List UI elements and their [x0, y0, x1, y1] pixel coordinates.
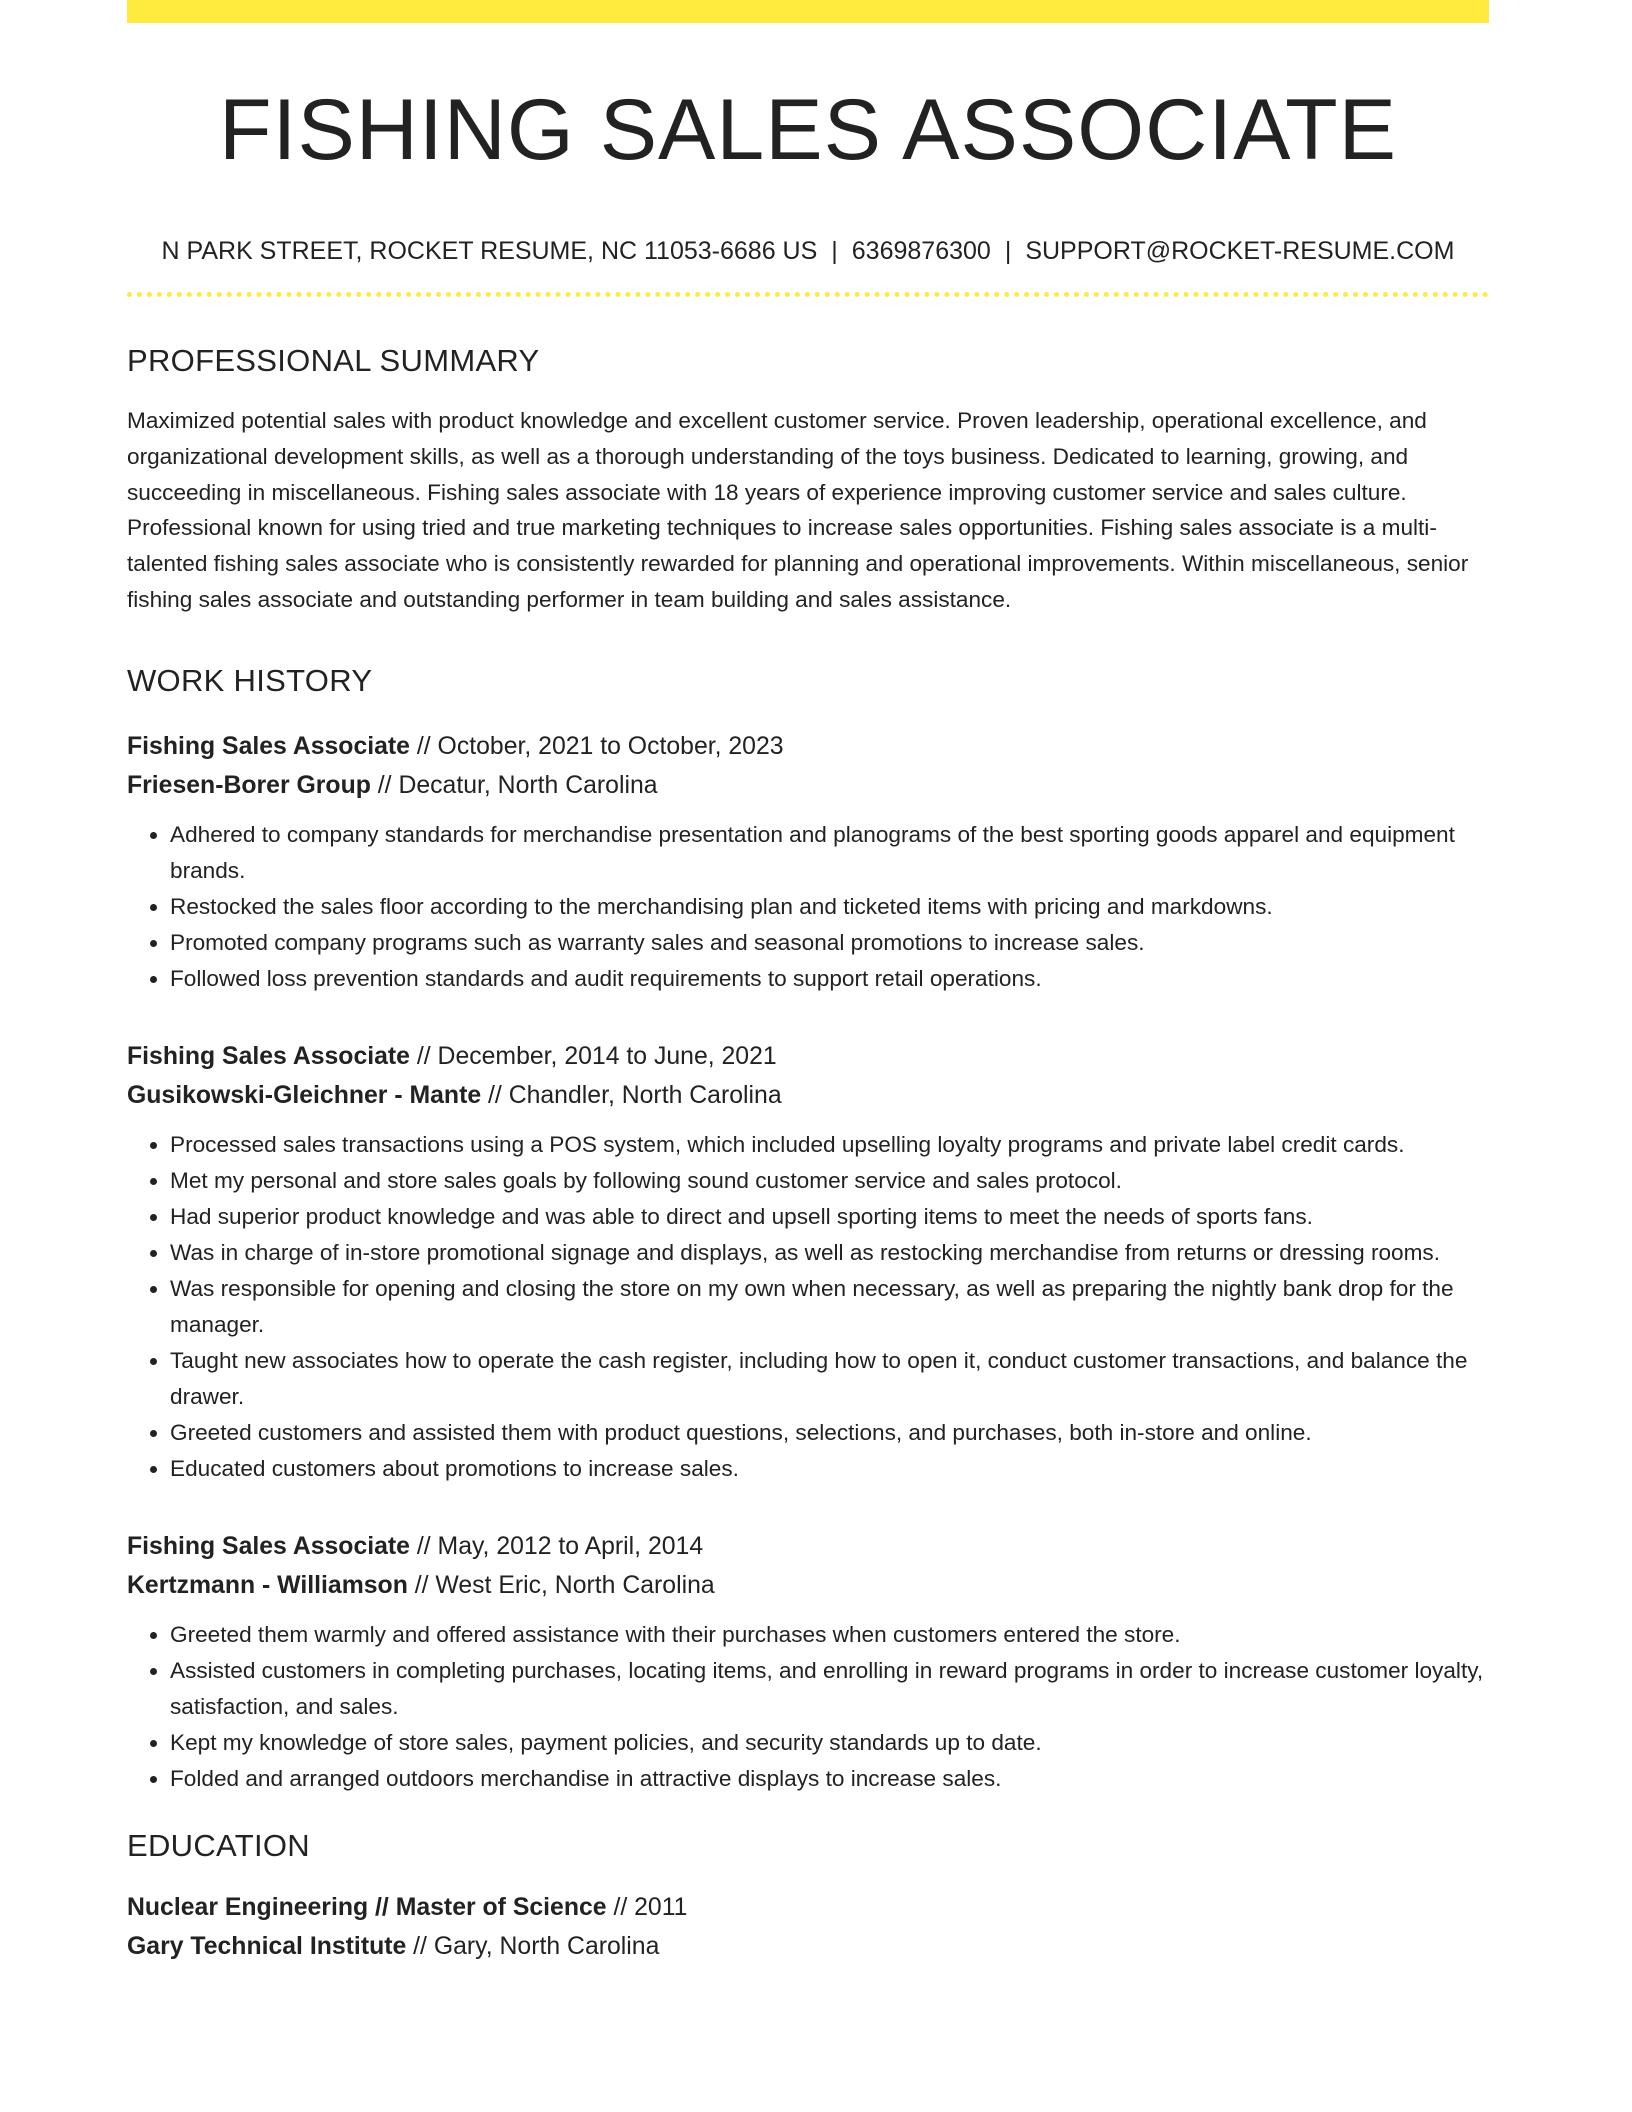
- resume-name: FISHING SALES ASSOCIATE: [219, 82, 1397, 178]
- job-location: // West Eric, North Carolina: [407, 1571, 715, 1599]
- education-heading: EDUCATION: [127, 1827, 310, 1863]
- job-company: Gusikowski-Gleichner - Mante: [127, 1081, 482, 1109]
- bullet-item: • Greeted them warmly and offered assistance with their purchases when customers entered the store.: [170, 1617, 1489, 1653]
- contact-line: [127, 235, 1489, 268]
- job-company-line: [127, 1566, 1489, 1605]
- bullet-item: • Was responsible for opening and closing the store on my own when necessary, as well as preparing the nightly bank drop for the manager.: [170, 1271, 1489, 1343]
- school-line: [127, 1927, 1489, 1966]
- job-company-line: [127, 1076, 1489, 1115]
- school-location: // Gary, North Carolina: [406, 1933, 660, 1961]
- contact-email: SUPPORT@ROCKET-RESUME.COM: [1025, 237, 1455, 266]
- bullet-item: • Promoted company programs such as warranty sales and seasonal promotions to increase sales.: [170, 925, 1489, 961]
- job-location: // Decatur, North Carolina: [370, 771, 658, 799]
- dotted-divider: [127, 292, 1489, 297]
- summary-heading: PROFESSIONAL SUMMARY: [127, 342, 540, 378]
- job-bullets: [127, 1617, 1489, 1797]
- bullet-item: • Taught new associates how to operate the cash register, including how to open it, conduct customer transactions, and balance the drawer.: [170, 1343, 1489, 1415]
- bullet-item: • Had superior product knowledge and was able to direct and upsell sporting items to meet the needs of sports fans.: [170, 1199, 1489, 1235]
- work-history-section: [127, 662, 1489, 1797]
- work-history-heading: WORK HISTORY: [127, 662, 373, 698]
- contact-separator: |: [831, 237, 838, 266]
- degree-line: [127, 1888, 1489, 1927]
- school-name: Gary Technical Institute: [127, 1933, 407, 1961]
- degree: Nuclear Engineering // Master of Science: [127, 1894, 607, 1922]
- bullet-item: • Was in charge of in-store promotional signage and displays, as well as restocking merchandise from returns or dressing rooms.: [170, 1235, 1489, 1271]
- job-title-line: [127, 1527, 1489, 1566]
- job-title: Fishing Sales Associate: [127, 732, 410, 760]
- job-company: Friesen-Borer Group: [127, 771, 371, 799]
- bullet-item: • Adhered to company standards for merchandise presentation and planograms of the best sporting goods apparel and equipment brands.: [170, 817, 1489, 889]
- job-company: Kertzmann - Williamson: [127, 1571, 408, 1599]
- job-dates: // December, 2014 to June, 2021: [409, 1042, 777, 1070]
- contact-address: N PARK STREET, ROCKET RESUME, NC 11053-6686 US: [161, 237, 818, 266]
- job-dates: // October, 2021 to October, 2023: [409, 732, 784, 760]
- job-bullets: [127, 1127, 1489, 1487]
- job-title-line: [127, 727, 1489, 766]
- bullet-item: • Kept my knowledge of store sales, payment policies, and security standards up to date.: [170, 1725, 1489, 1761]
- job-location: // Chandler, North Carolina: [481, 1081, 782, 1109]
- summary-text: Maximized potential sales with product knowledge and excellent customer service. Proven leadership, operational excellence, and organizational development skills, as well as a thorough understanding of the toys business. Dedicated to learning, growing, and succeeding in miscellaneous. Fishing sales associate with 18 years of experience improving customer service and sales culture. Professional known for using tried and true marketing techniques to increase sales opportunities. Fishing sales associate is a multi-talented fishing sales associate who is consistently rewarded for planning and operational improvements. Within miscellaneous, senior fishing sales associate and outstanding performer in team building and sales assistance.: [127, 407, 1469, 612]
- bullet-item: • Assisted customers in completing purchases, locating items, and enrolling in reward programs in order to increase customer loyalty, satisfaction, and sales.: [170, 1653, 1489, 1725]
- resume-page: [127, 0, 1489, 1966]
- education-entry: [127, 1888, 1489, 1966]
- job-entry: [127, 1527, 1489, 1797]
- contact-phone: 6369876300: [851, 237, 991, 266]
- job-dates: // May, 2012 to April, 2014: [409, 1532, 704, 1560]
- education-section: [127, 1827, 1489, 1966]
- contact-separator: |: [1004, 237, 1012, 266]
- degree-year: // 2011: [606, 1894, 688, 1922]
- bullet-item: • Educated customers about promotions to increase sales.: [170, 1451, 1489, 1487]
- top-accent-bar: [127, 0, 1489, 23]
- bullet-item: • Met my personal and store sales goals by following sound customer service and sales protocol.: [170, 1163, 1489, 1199]
- bullet-item: • Greeted customers and assisted them with product questions, selections, and purchases, both in-store and online.: [170, 1415, 1489, 1451]
- job-company-line: [127, 766, 1489, 805]
- job-entry: [127, 727, 1489, 997]
- job-title-line: [127, 1037, 1489, 1076]
- bullet-item: • Restocked the sales floor according to the merchandising plan and ticketed items with pricing and markdowns.: [170, 889, 1489, 925]
- job-title: Fishing Sales Associate: [127, 1042, 410, 1070]
- bullet-item: • Folded and arranged outdoors merchandise in attractive displays to increase sales.: [170, 1761, 1489, 1797]
- job-title: Fishing Sales Associate: [127, 1532, 410, 1560]
- job-bullets: [127, 817, 1489, 997]
- bullet-item: • Processed sales transactions using a POS system, which included upselling loyalty programs and private label credit cards.: [170, 1127, 1489, 1163]
- bullet-item: • Followed loss prevention standards and audit requirements to support retail operations.: [170, 961, 1489, 997]
- summary-section: [127, 342, 1489, 618]
- job-entry: [127, 1037, 1489, 1487]
